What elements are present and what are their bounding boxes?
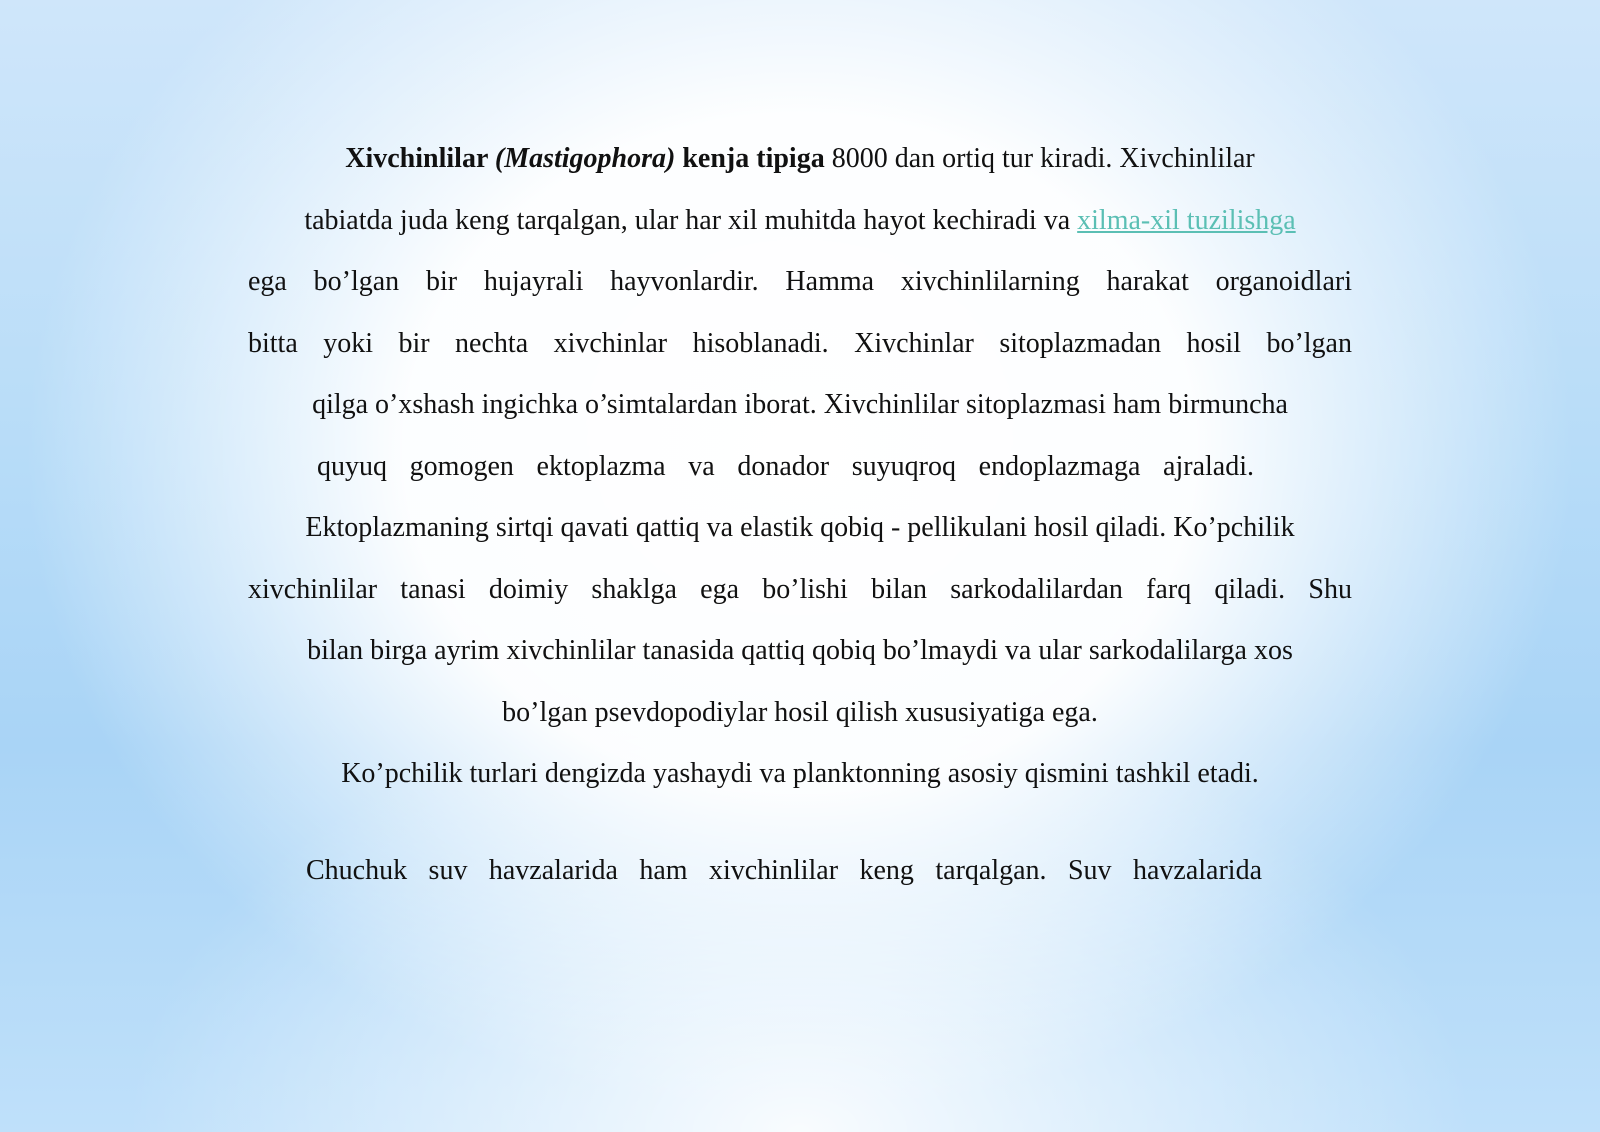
text-run: quyuq gomogen ektoplazma va donador suyuqroq endoplazmaga ajraladi. [317, 450, 1254, 482]
paragraph-mastigophora [248, 128, 1352, 743]
text-run: tabiatda juda keng tarqalgan, ular har xil muhitda hayot kechiradi va [304, 204, 1078, 236]
paragraph-marine [248, 743, 1352, 805]
text-run: xivchinlilar tanasi doimiy shaklga ega bo’lishi bilan sarkodalilardan farq qiladi. Shu [248, 573, 1352, 605]
link-xilma-xil-tuzilishga[interactable]: xilma-xil tuzilishga [1077, 204, 1296, 236]
text-line [248, 313, 1352, 375]
text-run: (Mastigophora) [494, 143, 676, 174]
text-line [317, 436, 1254, 498]
text-line [248, 251, 1352, 313]
text-run: bilan birga ayrim xivchinlilar tanasida qattiq qobiq bo’lmaydi va ular sarkodalilarga xos [307, 635, 1293, 666]
text-run: Ektoplazmaning sirtqi qavati qattiq va elastik qobiq - pellikulani hosil qiladi. Ko’pchilik [305, 512, 1295, 543]
text-line [248, 620, 1352, 682]
text-run: ega bo’lgan bir hujayrali hayvonlardir. Hamma xivchinlilarning harakat organoidlari [248, 266, 1352, 297]
text-run: kenja tipiga [675, 143, 825, 174]
paragraph-marine-text: Ko’pchilik turlari dengizda yashaydi va planktonning asosiy qismini tashkil etadi. [341, 758, 1259, 789]
text-run: bitta yoki bir nechta xivchinlar hisoblanadi. Xivchinlar sitoplazmadan hosil bo’lgan [248, 327, 1352, 359]
text-run: bo’lgan psevdopodiylar hosil qilish xususiyatiga ega. [502, 696, 1098, 728]
text-line [248, 128, 1352, 190]
text-line [248, 497, 1352, 559]
text-line [248, 559, 1352, 621]
text-run: qilga o’xshash ingichka o’simtalardan iborat. Xivchinlilar sitoplazmasi ham birmuncha [312, 389, 1288, 420]
paragraph-freshwater [248, 840, 1352, 902]
text-line [248, 374, 1352, 436]
text-line [248, 682, 1352, 744]
paragraph-freshwater-text: Chuchuk suv havzalarida ham xivchinlilar keng tarqalgan. Suv havzalarida [306, 854, 1262, 886]
text-line [248, 190, 1352, 252]
text-box [248, 128, 1352, 901]
text-run: 8000 dan ortiq tur kiradi. Xivchinlilar [824, 143, 1255, 174]
text-run: Xivchinlilar [345, 143, 495, 174]
